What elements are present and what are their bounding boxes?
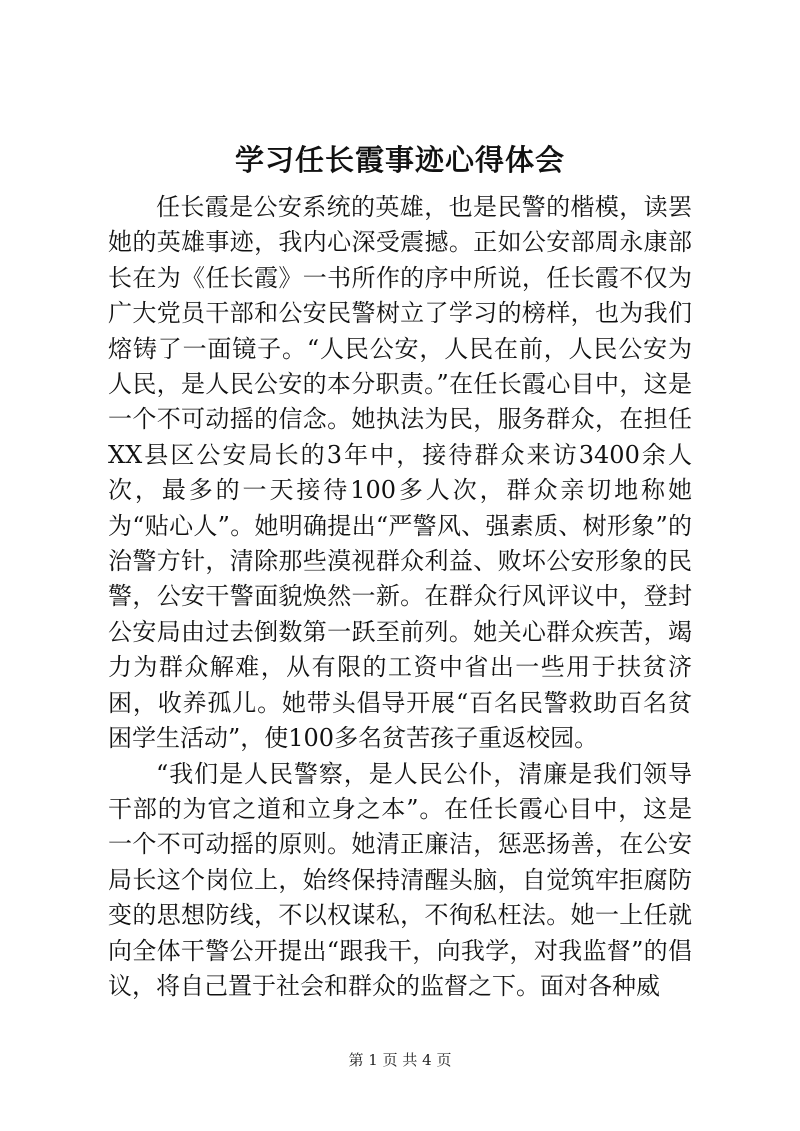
document-body: [108, 190, 692, 1004]
paragraph-2: “我们是人民警察，是人民公仆，清廉是我们领导干部的为官之道和立身之本”。在任长霞心目中，这是一个不可动摇的原则。她清正廉洁，惩恶扬善，在公安局长这个岗位上，始终保持清醒头脑，自觉筑牢拒腐防变的思想防线，不以权谋私，不徇私枉法。她一上任就向全体干警公开提出“跟我干，向我学，对我监督”的倡议，将自己置于社会和群众的监督之下。面对各种威: [108, 759, 692, 1000]
document-title: 学习任长霞事迹心得体会: [234, 143, 565, 177]
paragraph-1: 任长霞是公安系统的英雄，也是民警的楷模，读罢她的英雄事迹，我内心深受震撼。正如公安部周永康部长在为《任长霞》一书所作的序中所说，任长霞不仅为广大党员干部和公安民警树立了学习的榜样，也为我们熔铸了一面镜子。“人民公安，人民在前，人民公安为人民，是人民公安的本分职责。”在任长霞心目中，这是一个不可动摇的信念。她执法为民，服务群众，在担任XX县区公安局长的3年中，接待群众来访3400余人次，最多的一天接待100多人次，群众亲切地称她为“贴心人”。她明确提出“严警风、强素质、树形象”的治警方针，清除那些漠视群众利益、败坏公安形象的民警，公安干警面貌焕然一新。在群众行风评议中，登封公安局由过去倒数第一跃至前列。她关心群众疾苦，竭力为群众解难，从有限的工资中省出一些用于扶贫济困，收养孤儿。她带头倡导开展“百名民警救助百名贫困学生活动”，使100多名贫苦孩子重返校园。: [108, 193, 692, 753]
page-footer: 第 1 页 共 4 页: [348, 1051, 452, 1069]
